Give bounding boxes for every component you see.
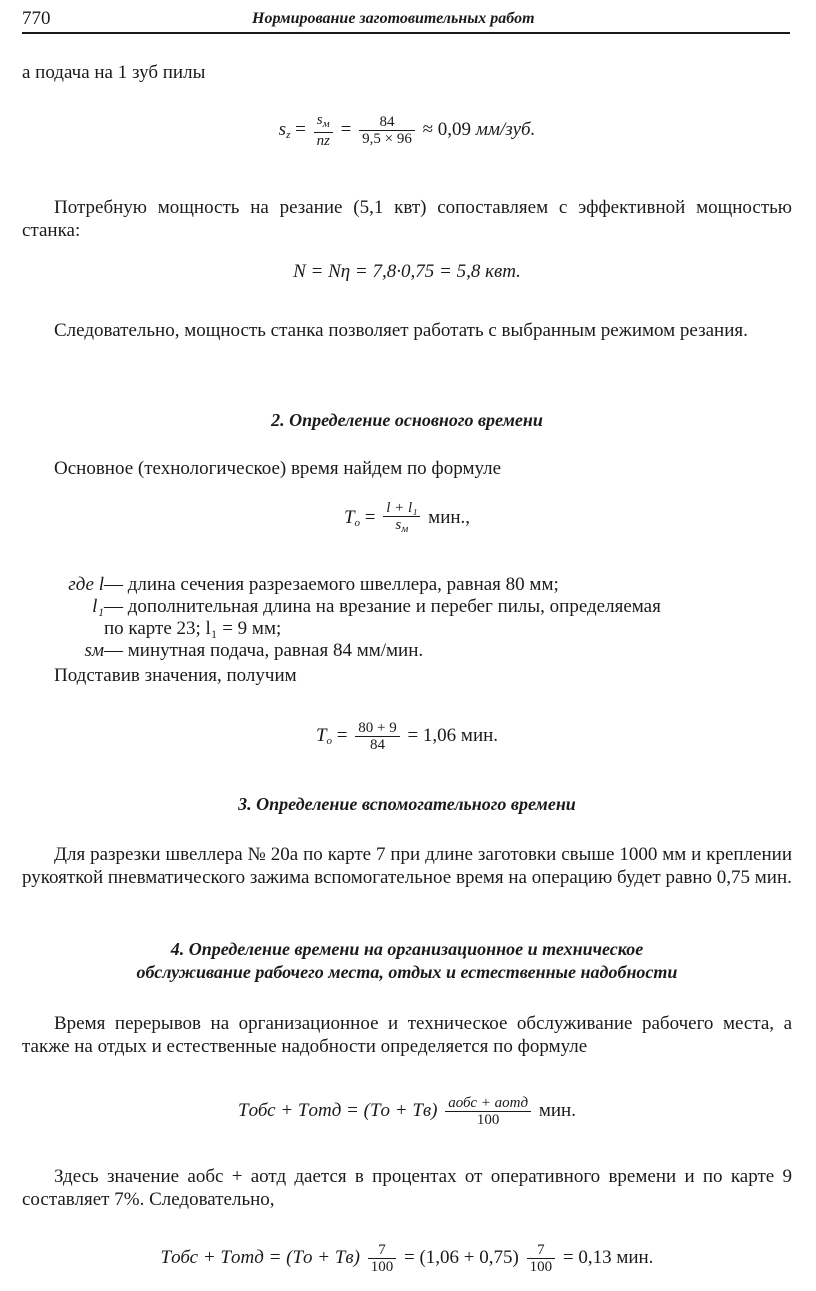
running-title: Нормирование заготовительных работ [252, 10, 535, 27]
formula-fraction: $\frac{7}{100}$ [527, 1242, 556, 1275]
section-heading-2: 2. Определение основного времени [271, 410, 543, 430]
paragraph-substitute: Подставив значения, получим [54, 665, 297, 686]
definition-item: sм— минутная подача, равная 84 мм/мин. [84, 640, 424, 661]
section-heading-4-line-1: 4. Определение времени на организационное и техническое [170, 939, 644, 959]
formula-fraction-values: $\frac{84}{9,5 \times 96}$ [359, 114, 415, 147]
formula-fraction: $\frac{\text{l + l₁}}{s_м}$ [383, 500, 420, 537]
formula-effective-power: N = Nη = 7,8·0,75 = 5,8 квт. [293, 261, 521, 282]
running-header [22, 8, 790, 34]
paragraph-aux-time: Для разрезки швеллера № 20а по карте 7 при длине заготовки свыше 1000 мм и креплении рукояткой пневматического зажима вспомогательное время на операцию будет равно 0,75 мин. [22, 844, 792, 888]
definitions-list [22, 574, 792, 662]
paragraph-here: Здесь значение aобс + aотд дается в процентах от оперативного времени и по карте 9 составляет 7%. Следовательно, [22, 1166, 792, 1210]
paragraph-main-time: Основное (технологическое) время найдем по формуле [54, 458, 502, 479]
formula-feed-per-tooth: $s_z$ = $\frac{s_м}{nz}$ = $\frac{84}{9,5 \times 96}$ ≈ 0,09 мм/зуб. [278, 112, 536, 149]
formula-final: Tобс + Tотд = (Tо + Tв) $\frac{7}{100}$ = (1,06 + 0,75) $\frac{7}{100}$ = 0,13 мин. [160, 1242, 654, 1275]
paragraph-power-conclusion: Следовательно, мощность станка позволяет работать с выбранным режимом резания. [54, 320, 748, 341]
section-heading-3: 3. Определение вспомогательного времени [238, 794, 576, 814]
formula-fraction: $\frac{7}{100}$ [368, 1242, 397, 1275]
definition-item: l₁— дополнительная длина на врезание и перебег пилы, определяемая по карте 23; l₁ = 9 мм; [92, 596, 661, 639]
definition-item: где l— длина сечения разрезаемого швеллера, равная 80 мм; [68, 574, 559, 595]
formula-fraction: $\frac{\text{aобс + aотд}}{100}$ [445, 1095, 531, 1128]
formula-main-time-value: $T_о$ = $\frac{80 + 9}{84}$ = 1,06 мин. [315, 720, 499, 753]
formula-main-time: $T_о$ = $\frac{\text{l + l₁}}{s_м}$ мин., [343, 500, 471, 535]
formula-unit: мм/зуб. [475, 118, 536, 140]
page-number: 770 [22, 8, 51, 29]
formula-breaks: Tобс + Tотд = (Tо + Tв) $\frac{\text{aобс + aотд}}{100}$ мин. [238, 1095, 576, 1128]
formula-fraction: $\frac{s_м}{nz}$ [314, 112, 333, 149]
formula-result: ≈ 0,09 [422, 118, 472, 140]
intro-line: а подача на 1 зуб пилы [22, 62, 206, 83]
paragraph-breaks: Время перерывов на организационное и техническое обслуживание рабочего места, а также на отдых и естественные надобности определяется по формуле [22, 1013, 792, 1057]
formula-fraction: $\frac{80 + 9}{84}$ [355, 720, 399, 753]
paragraph-power-compare: Потребную мощность на резание (5,1 квт) сопоставляем с эффективной мощностью станка: [22, 197, 792, 241]
formula-lhs: $s_z$ [278, 118, 291, 141]
section-heading-4-line-2: обслуживание рабочего места, отдых и естественные надобности [136, 962, 678, 982]
